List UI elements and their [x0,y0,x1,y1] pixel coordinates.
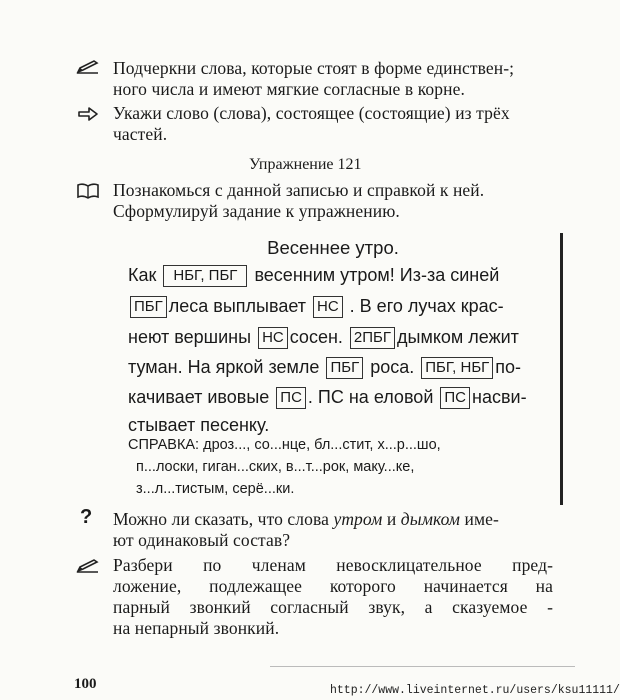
grammar-tag-box: ПБГ [130,296,167,318]
instruction-line: Сформулируй задание к упражнению. [113,201,400,221]
page-number: 100 [74,676,97,692]
task-underline-text [113,58,563,100]
reference-line: п...лоски, гиган...ских, в...т...рок, маку...ке, [136,459,415,475]
question-line [113,509,563,530]
grammar-tag-box: ПБГ, НБГ [421,357,493,379]
exercise-text-fragment: Как [128,265,162,285]
exercise-text-line [128,387,527,409]
grammar-tag-box: ПС [276,387,306,409]
exercise-text-fragment: сосен. [289,327,348,347]
grammar-tag-box: НС [313,296,343,318]
exercise-text-line [128,357,521,379]
analysis-line: ложение, подлежащее которого начинается на [113,576,553,596]
question-icon: ? [80,506,93,528]
exercise-heading: Упражнение 121 [249,156,362,173]
grammar-tag-box: 2ПБГ [350,327,395,349]
exercise-text-line [128,327,519,349]
task-line: ного числа и имеют мягкие согласные в корне. [113,79,465,99]
exercise-text-fragment: качивает ивовые [128,387,275,407]
task-parts-text [113,103,563,145]
exercise-text-fragment: туман. На яркой земле [128,357,325,377]
question-word: утром [333,509,383,529]
analysis-line: на непарный звонкий. [113,618,280,638]
instruction-line: Познакомься с данной записью и справкой к ней. [113,180,485,200]
arrow-right-icon [78,107,98,121]
exercise-text-line [128,265,499,287]
exercise-text-line [128,296,504,318]
question-word: дымком [400,509,461,529]
question-part: Можно ли сказать, что слова [113,509,334,529]
question-line: ют одинаковый состав? [113,530,291,550]
question-part: и [382,509,401,529]
book-icon [76,183,100,199]
pencil-icon [76,559,100,573]
exercise-title: Весеннее утро. [267,237,399,258]
grammar-tag-box: ПБГ [326,357,363,379]
footer-rule [270,666,575,667]
source-url: http://www.liveinternet.ru/users/ksu11111/ [330,684,620,697]
grammar-tag-box: НБГ, ПБГ [163,265,247,287]
task-line: Подчеркни слова, которые стоят в форме единствен-; [113,58,515,78]
exercise-text-fragment: стывает песенку. [128,415,270,435]
exercise-text-fragment: леса выплывает [168,296,311,316]
analysis-line: парный звонкий согласный звук, а сказуемое - [113,597,553,617]
exercise-text-fragment: роса. [365,357,420,377]
grammar-tag-box: НС [258,327,288,349]
analysis-line: Разбери по членам невосклицательное пред- [113,555,553,575]
pencil-icon [76,60,100,74]
grammar-tag-box: ПС [440,387,470,409]
exercise-text-fragment: насви- [472,387,527,407]
exercise-text-fragment: по- [495,357,522,377]
exercise-text-fragment: . ПС на еловой [307,387,439,407]
reference-line: СПРАВКА: дроз..., со...нце, бл...стит, х...р...шо, [128,437,441,453]
task-line: Укажи слово (слова), состоящее (состоящие) из трёх [113,103,510,123]
reference-line: з...л...тистым, серё...ки. [136,481,295,497]
exercise-instruction [113,180,563,222]
question-part: име- [460,509,499,529]
analysis-text [113,555,553,639]
question-text [113,509,563,551]
exercise-text-fragment: неют вершины [128,327,257,347]
exercise-text-line [128,415,269,436]
exercise-text-fragment: весенним утром! Из-за синей [249,265,500,285]
box-border [548,233,563,505]
exercise-text-fragment: . В его лучах крас- [344,296,504,316]
exercise-text-box [118,233,560,505]
task-line: частей. [113,124,168,144]
exercise-text-fragment: дымком лежит [397,327,519,347]
